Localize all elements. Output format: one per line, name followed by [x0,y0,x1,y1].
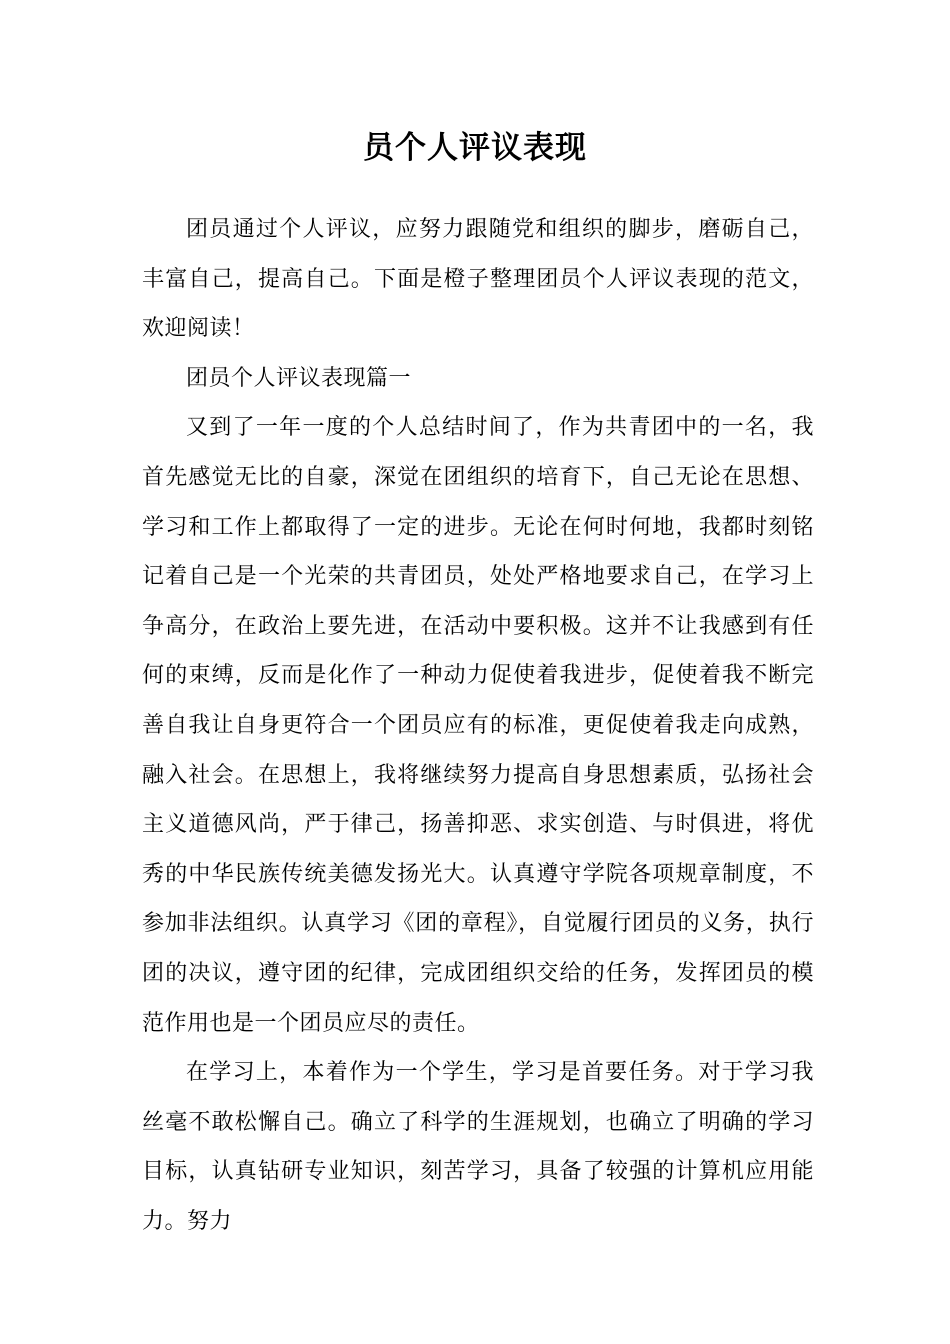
document-title: 员个人评议表现 [363,130,587,166]
paragraph-intro: 团员通过个人评议，应努力跟随党和组织的脚步，磨砺自己，丰富自己，提高自己。下面是橙子整理团员个人评议表现的范文，欢迎阅读！ [142,217,814,342]
paragraph-section-heading: 团员个人评议表现篇一 [186,365,412,391]
paragraph-study: 在学习上，本着作为一个学生，学习是首要任务。对于学习我丝毫不敢松懈自己。确立了科学的生涯规划，也确立了明确的学习目标，认真钻研专业知识，刻苦学习，具备了较强的计算机应用能力。努力 [142,1060,814,1234]
document-body [142,205,814,1246]
paragraph-summary: 又到了一年一度的个人总结时间了，作为共青团中的一名，我首先感觉无比的自豪，深觉在团组织的培育下，自己无论在思想、学习和工作上都取得了一定的进步。无论在何时何地，我都时刻铭记着自己是一个光荣的共青团员，处处严格地要求自己，在学习上争高分，在政治上要先进，在活动中要积极。这并不让我感到有任何的束缚，反而是化作了一种动力促使着我进步，促使着我不断完善自我让自身更符合一个团员应有的标准，更促使着我走向成熟，融入社会。在思想上，我将继续努力提高自身思想素质，弘扬社会主义道德风尚，严于律己，扬善抑恶、求实创造、与时俱进，将优秀的中华民族传统美德发扬光大。认真遵守学院各项规章制度，不参加非法组织。认真学习《团的章程》，自觉履行团员的义务，执行团的决议，遵守团的纪律，完成团组织交给的任务，发挥团员的模范作用也是一个团员应尽的责任。 [142,415,814,1036]
